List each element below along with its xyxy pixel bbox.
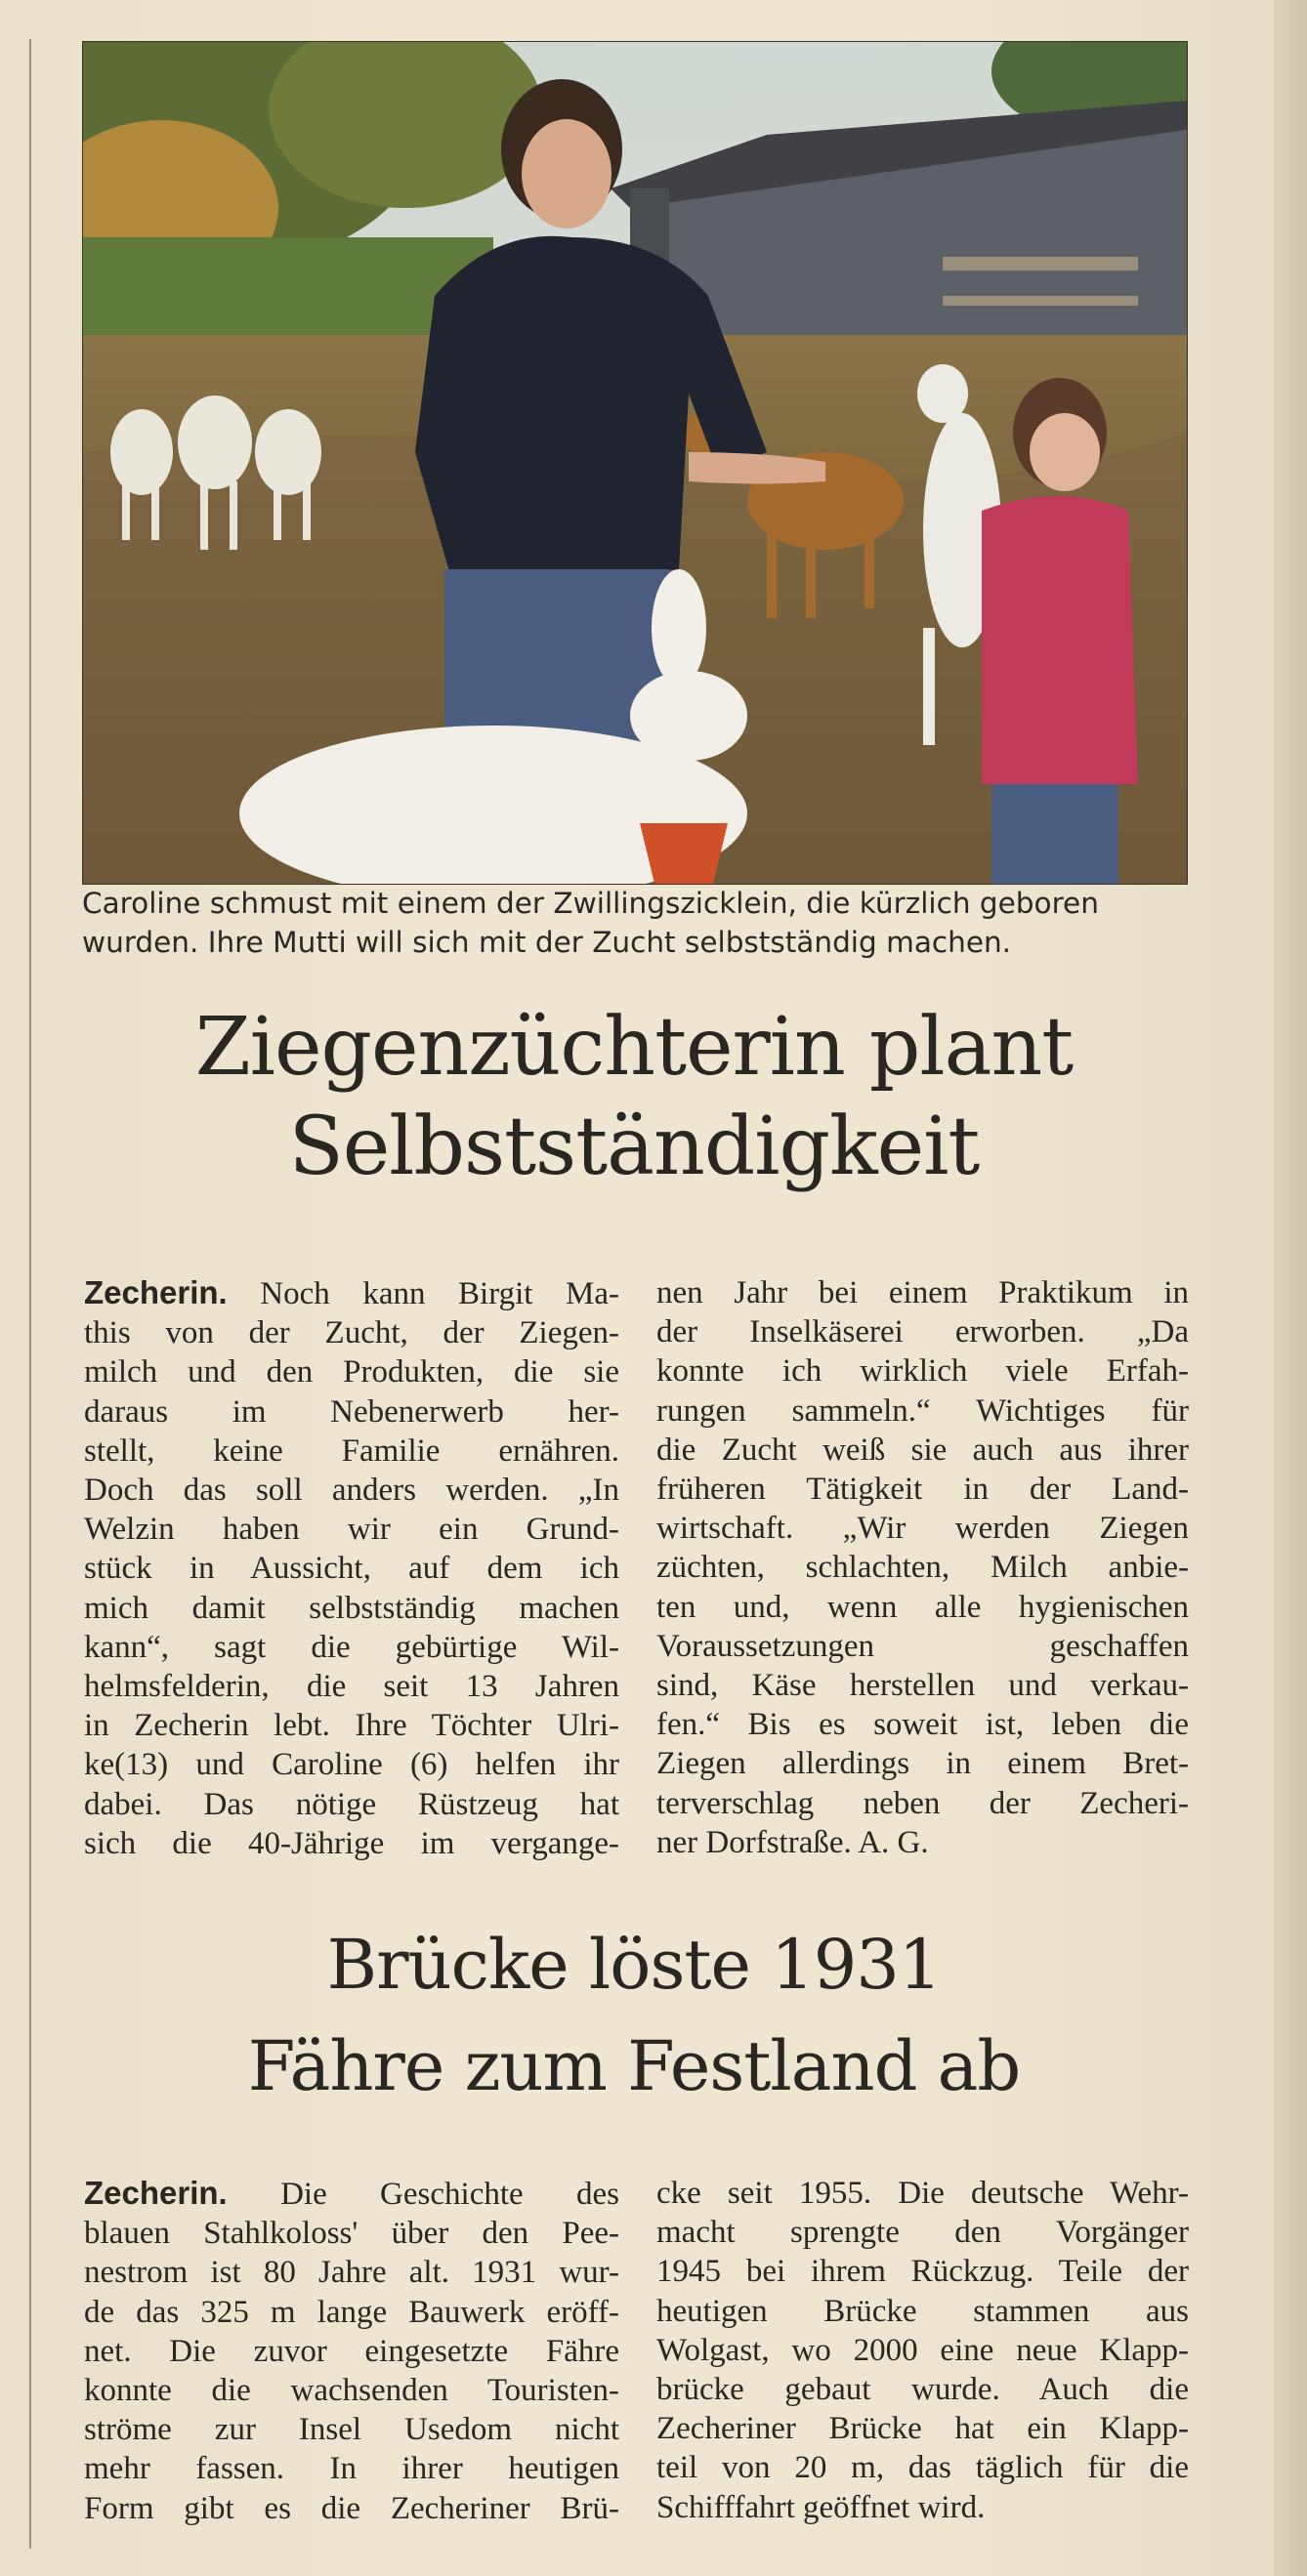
- article-headline: [82, 998, 1186, 1197]
- headline-line: Fähre zum Festland ab: [247, 2026, 1021, 2106]
- article-line: kann“, sagt die gebürtige Wil-: [84, 1629, 619, 1665]
- headline-line: Ziegenzüchterin plant: [194, 1001, 1074, 1094]
- article-line: Schifffahrt geöffnet wird.: [656, 2489, 986, 2525]
- caption-line: wurden. Ihre Mutti will sich mit der Zucht selbstständig machen.: [82, 926, 1012, 959]
- dateline: Zecherin.: [84, 2175, 228, 2211]
- photo-caption: [82, 884, 1186, 962]
- article-line: this von der Zucht, der Ziegen-: [84, 1315, 619, 1351]
- article-line: ströme zur Insel Usedom nicht: [84, 2412, 619, 2448]
- text-span: Noch kann Birgit Ma-: [227, 1276, 619, 1311]
- article-line: de das 325 m lange Bauwerk eröff-: [84, 2294, 619, 2330]
- article-headline: [82, 1914, 1186, 2117]
- article-line: die Zucht weiß sie auch aus ihrer: [656, 1432, 1189, 1468]
- article-line: helmsfelderin, die seit 13 Jahren: [84, 1669, 619, 1705]
- article-line: Voraussetzungen geschaffen: [656, 1628, 1189, 1664]
- article-line: Ziegen allerdings in einem Bret-: [656, 1746, 1189, 1782]
- article-line: mich damit selbstständig machen: [84, 1590, 619, 1626]
- article-line: sind, Käse herstellen und verkau-: [656, 1668, 1189, 1704]
- article-line: konnte ich wirklich viele Erfah-: [656, 1353, 1189, 1390]
- article-line: ke(13) und Caroline (6) helfen ihr: [84, 1747, 619, 1783]
- article-line: cke seit 1955. Die deutsche Wehr-: [656, 2176, 1189, 2211]
- caption-line: Caroline schmust mit einem der Zwillingszicklein, die kürzlich geboren: [82, 887, 1099, 920]
- article-line: früheren Tätigkeit in der Land-: [656, 1472, 1189, 1508]
- article-line: stellt, keine Familie ernähren.: [84, 1433, 619, 1469]
- article-line: Doch das soll anders werden. „In: [84, 1473, 619, 1509]
- article-line: ten und, wenn alle hygienischen: [656, 1589, 1189, 1625]
- article-line: konnte die wachsenden Touristen-: [84, 2373, 619, 2409]
- article-line: wirtschaft. „Wir werden Ziegen: [656, 1511, 1189, 1547]
- article-column: [656, 1273, 1189, 1862]
- article-line: fen.“ Bis es soweit ist, leben die: [656, 1707, 1189, 1743]
- article-line: Form gibt es die Zecheriner Brü-: [84, 2490, 619, 2526]
- text-span: Die Geschichte des: [227, 2177, 619, 2212]
- article-line: nen Jahr bei einem Praktikum in: [656, 1275, 1189, 1310]
- article-column: [84, 1273, 619, 1863]
- headline-line: Selbstständigkeit: [288, 1101, 980, 1193]
- article-line: [84, 2174, 619, 2214]
- article-line: milch und den Produkten, die sie: [84, 1354, 619, 1391]
- author-initials: A. G.: [858, 1824, 929, 1860]
- article-line: nestrom ist 80 Jahre alt. 1931 wur-: [84, 2255, 619, 2291]
- headline-line: Brücke löste 1931: [326, 1925, 942, 2005]
- article-line: Zecheriner Brücke hat ein Klapp-: [656, 2411, 1189, 2447]
- article-line: dabei. Das nötige Rüstzeug hat: [84, 1786, 619, 1822]
- article-line: net. Die zuvor eingesetzte Fähre: [84, 2333, 619, 2369]
- article-line: blauen Stahlkoloss' über den Pee-: [84, 2216, 619, 2252]
- article-line: daraus im Nebenerwerb her-: [84, 1393, 619, 1430]
- column-rule: [29, 39, 31, 2549]
- article-line: der Inselkäserei erworben. „Da: [656, 1314, 1189, 1350]
- article-line: sich die 40-Jährige im vergange-: [84, 1825, 619, 1861]
- article-line: rungen sammeln.“ Wichtiges für: [656, 1392, 1189, 1429]
- article-line: züchten, schlachten, Milch anbie-: [656, 1550, 1189, 1586]
- article-line: Welzin haben wir ein Grund-: [84, 1512, 619, 1548]
- article-photo: [82, 41, 1188, 885]
- dateline: Zecherin.: [84, 1274, 228, 1310]
- article-last-line: [656, 1823, 1189, 1862]
- article-line: [84, 1273, 619, 1313]
- article-line: heutigen Brücke stammen aus: [656, 2293, 1189, 2329]
- article-line: teil von 20 m, das täglich für die: [656, 2450, 1189, 2486]
- page-edge: [1274, 0, 1307, 2576]
- article-line: 1945 bei ihrem Rückzug. Teile der: [656, 2254, 1189, 2290]
- article-line: brücke gebaut wurde. Auch die: [656, 2372, 1189, 2408]
- photo-goats-farm-icon: [83, 42, 1187, 884]
- article-line: in Zecherin lebt. Ihre Töchter Ulri-: [84, 1708, 619, 1744]
- article-text-end: ner Dorfstraße.: [656, 1824, 852, 1860]
- article-line: macht sprengte den Vorgänger: [656, 2215, 1189, 2251]
- article-line: Wolgast, wo 2000 eine neue Klapp-: [656, 2332, 1189, 2368]
- article-column: [656, 2174, 1189, 2527]
- article-column: [84, 2174, 619, 2528]
- article-line: stück in Aussicht, auf dem ich: [84, 1551, 619, 1587]
- article-line: mehr fassen. In ihrer heutigen: [84, 2451, 619, 2487]
- article-line: terverschlag neben der Zecheri-: [656, 1785, 1189, 1821]
